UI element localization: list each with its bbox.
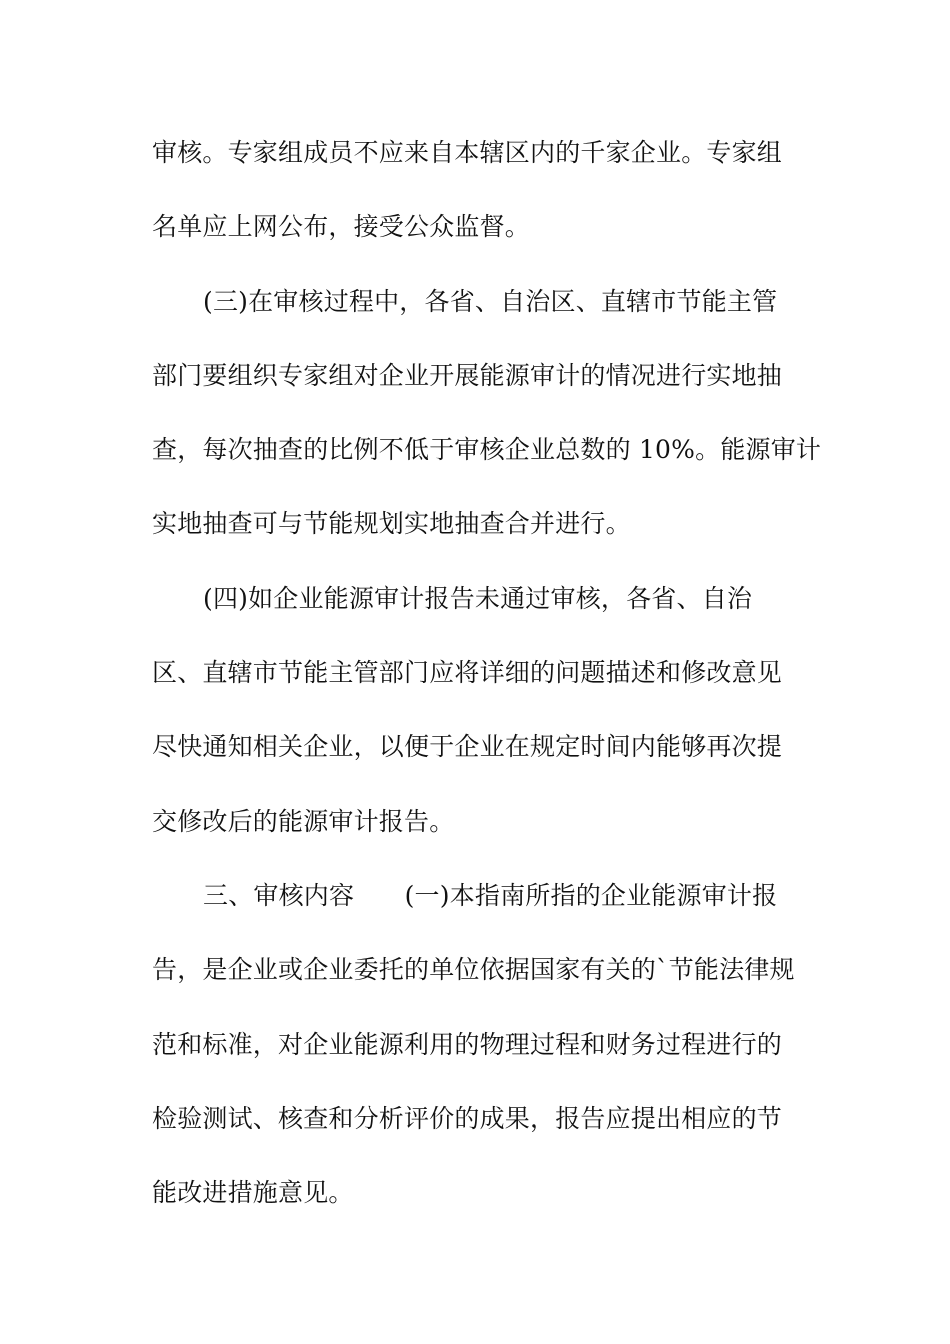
text-line: 尽快通知相关企业，以便于企业在规定时间内能够再次提 (152, 732, 783, 762)
text-line: 查，每次抽查的比例不低于审核企业总数的 10%。能源审计 (152, 435, 822, 465)
text-line: 实地抽查可与节能规划实地抽查合并进行。 (152, 509, 631, 539)
text-line: 区、直辖市节能主管部门应将详细的问题描述和修改意见 (152, 658, 783, 688)
text-line: 能改进措施意见。 (152, 1178, 354, 1208)
text-line: 告，是企业或企业委托的单位依据国家有关的`节能法律规 (152, 955, 795, 985)
text-line: 范和标准，对企业能源利用的物理过程和财务过程进行的 (152, 1029, 783, 1059)
document-body (152, 127, 822, 1241)
section-heading-line: 三、审核内容 (一)本指南所指的企业能源审计报 (203, 880, 778, 910)
paragraph-start-line: (四)如企业能源审计报告未通过审核，各省、自治 (203, 583, 753, 613)
text-line: 审核。专家组成员不应来自本辖区内的千家企业。专家组 (152, 138, 783, 167)
text-line: 交修改后的能源审计报告。 (152, 806, 455, 836)
text-line: 名单应上网公布，接受公众监督。 (152, 212, 531, 242)
text-line: 检验测试、核查和分析评价的成果，报告应提出相应的节 (152, 1103, 783, 1133)
paragraph-start-line: (三)在审核过程中，各省、自治区、直辖市节能主管 (203, 286, 778, 316)
text-line: 部门要组织专家组对企业开展能源审计的情况进行实地抽 (152, 360, 783, 390)
